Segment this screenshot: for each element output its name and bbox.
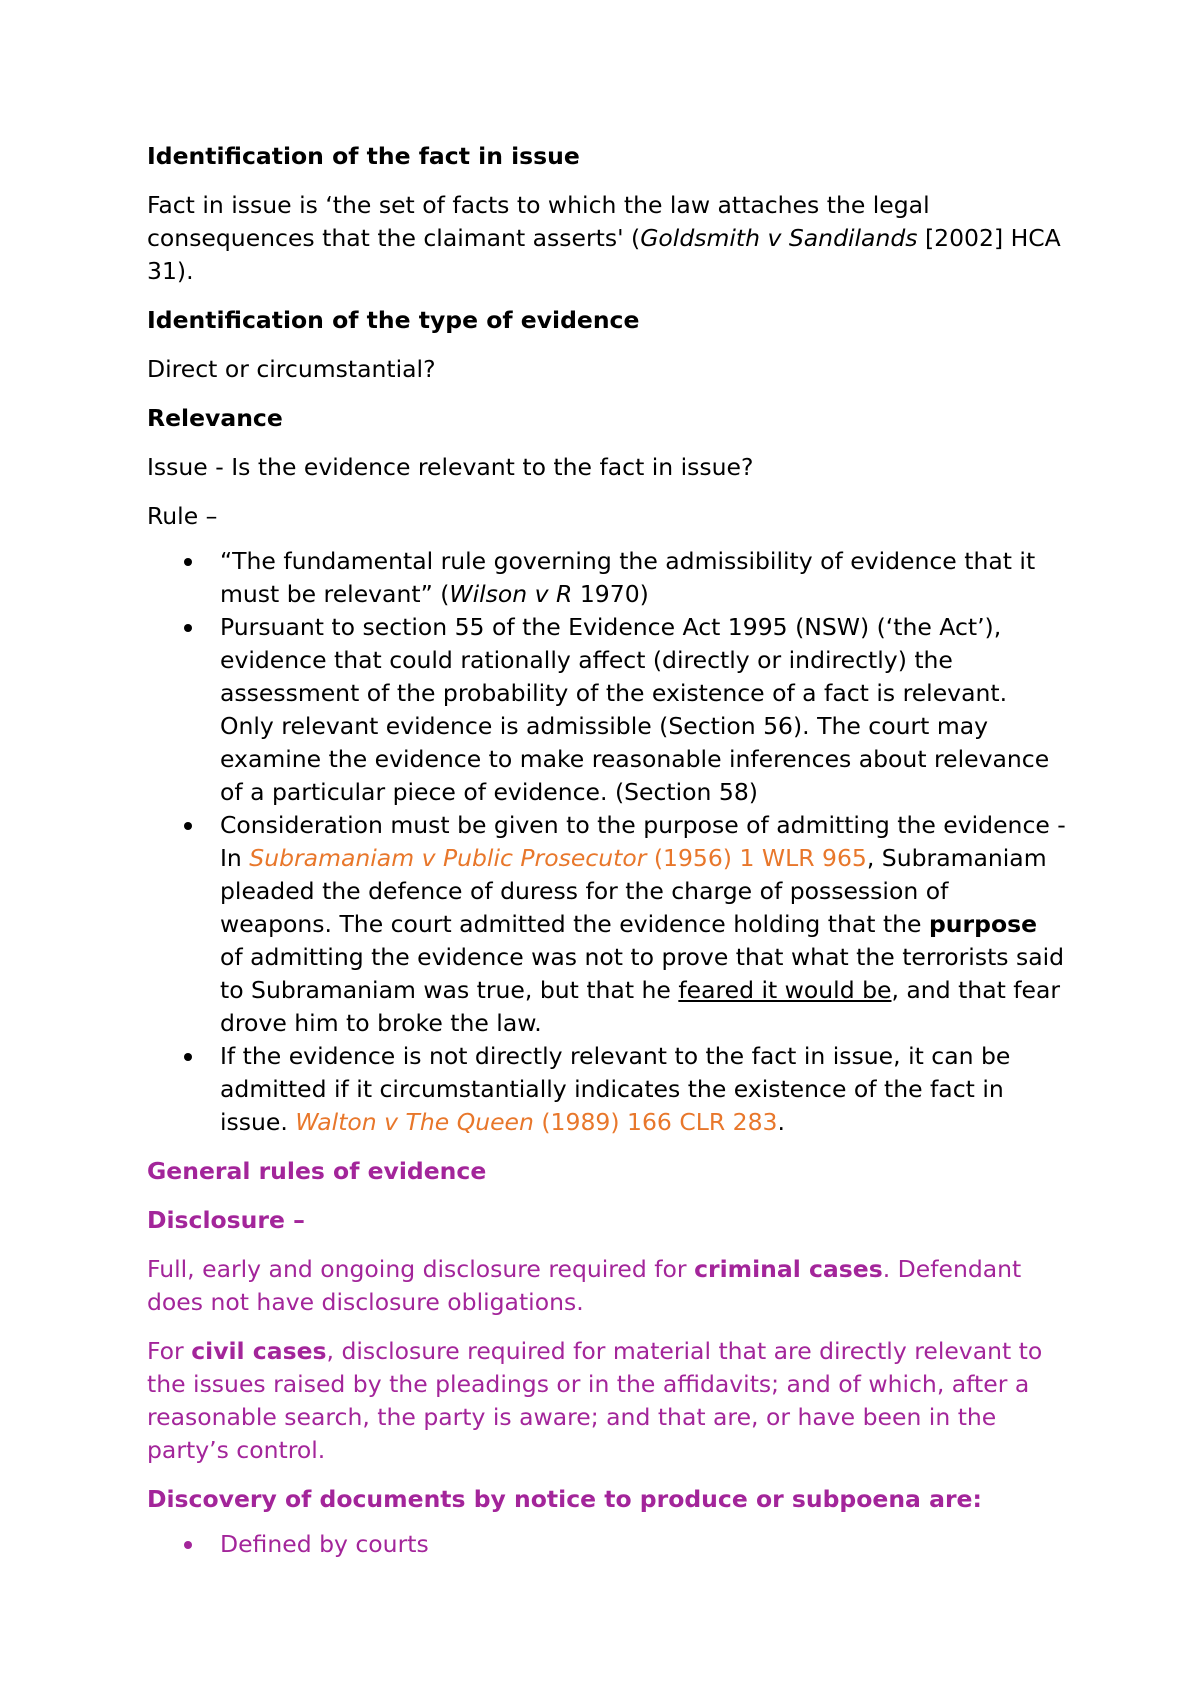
heading-fact-in-issue: Identification of the fact in issue xyxy=(147,142,580,170)
text: , disclosure required for material that are directly relevant to the issues raised by the pleadings or in the affidavits; and of which, after a reasonable search, the party is aware; and that are, or have been in the party’s control. xyxy=(147,1337,1043,1464)
document-body xyxy=(147,140,1067,1561)
text: “The fundamental rule governing the admissibility of evidence that it must be relevant” ( xyxy=(220,547,1036,608)
text: . Defendant does not have disclosure obligations. xyxy=(147,1255,1022,1316)
heading-discovery: Discovery of documents by notice to produce or subpoena are: xyxy=(147,1485,982,1513)
text: Fact in issue is ‘the set of facts to which the law attaches the legal consequences that the claimant asserts' ( xyxy=(147,191,930,252)
text: Full, early and ongoing disclosure required for xyxy=(147,1255,695,1283)
issue-text: Is the evidence relevant to the fact in issue? xyxy=(231,453,754,481)
list-item xyxy=(220,545,1067,611)
paragraph-rule: Rule – xyxy=(147,502,218,530)
text: , Subramaniam pleaded the defence of duress for the charge of possession of weapons. The court admitted the evidence holding that the xyxy=(220,844,1047,938)
text: For xyxy=(147,1337,192,1365)
list-item xyxy=(220,611,1067,809)
underlined-text: feared it would be xyxy=(678,976,892,1004)
list-item xyxy=(220,809,1067,1040)
case-name: Wilson v R xyxy=(449,580,573,608)
text: . xyxy=(777,1108,785,1136)
case-citation[interactable]: (1956) 1 WLR 965 xyxy=(646,844,867,872)
case-link[interactable]: Walton v The Queen xyxy=(295,1108,534,1136)
heading-disclosure: Disclosure – xyxy=(147,1206,305,1234)
text: Defined by courts xyxy=(220,1530,429,1558)
heading-relevance: Relevance xyxy=(147,404,283,432)
case-citation[interactable]: (1989) 166 CLR 283 xyxy=(533,1108,778,1136)
text: [2002] HCA 31). xyxy=(147,224,1061,285)
bold-text: criminal cases xyxy=(694,1255,883,1283)
text: If the evidence is not directly relevant to the fact in issue, it can be admitted if it circumstantially indicates the existence of the fact in issue. xyxy=(220,1042,1011,1136)
paragraph-criminal-disclosure xyxy=(147,1253,1067,1319)
case-link[interactable]: Subramaniam v Public Prosecutor xyxy=(249,844,647,872)
paragraph-civil-disclosure xyxy=(147,1335,1067,1467)
issue-label: Issue - xyxy=(147,453,232,481)
text: , and that fear drove him to broke the law. xyxy=(220,976,1061,1037)
bold-text: civil cases xyxy=(191,1337,327,1365)
list-item xyxy=(220,1528,1067,1561)
text: of admitting the evidence was not to prove that what the terrorists said to Subramaniam was true, but that he xyxy=(220,943,1065,1004)
heading-type-of-evidence: Identification of the type of evidence xyxy=(147,306,640,334)
case-name: Goldsmith v Sandilands xyxy=(640,224,918,252)
heading-general-rules: General rules of evidence xyxy=(147,1157,487,1185)
text: 1970) xyxy=(572,580,649,608)
text: Consideration must be given to the purpose of admitting the evidence -In xyxy=(220,811,1066,872)
bold-text: purpose xyxy=(928,910,1038,938)
discovery-bullet-list xyxy=(147,1528,1067,1561)
paragraph-fact-in-issue xyxy=(147,189,1067,288)
paragraph-issue xyxy=(147,451,1067,484)
rule-bullet-list xyxy=(147,545,1067,1139)
list-item xyxy=(220,1040,1067,1139)
paragraph-type-of-evidence: Direct or circumstantial? xyxy=(147,355,436,383)
text: Pursuant to section 55 of the Evidence Act 1995 (NSW) (‘the Act’), evidence that could rationally affect (directly or indirectly) the assessment of the probability of the existence of a fact is relevant. Only relevant evidence is admissible (Section 56). The court may examine the evidence to make reasonable inferences about relevance of a particular piece of evidence. (Section 58) xyxy=(220,613,1050,806)
